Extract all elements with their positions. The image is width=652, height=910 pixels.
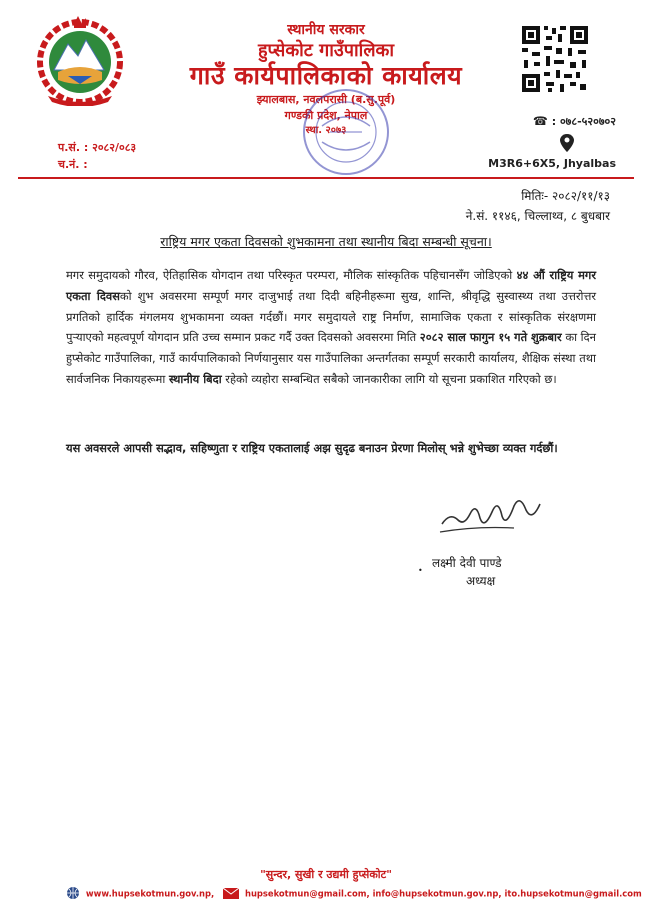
body-text-4: रहेको व्यहोरा सम्बन्धित सबैको जानकारीका लागि यो सूचना प्रकाशित गरिएको छ। [221, 371, 557, 386]
municipality-name: हुप्सेकोट गाउँपालिका [257, 40, 395, 61]
map-pin-icon [560, 134, 574, 152]
office-address: झ्यालबास, नवलपरासी (ब.सु.पूर्व) [256, 93, 396, 106]
plus-code: M3R6+6X5, Jhyalbas [488, 157, 616, 170]
separator-dot: • [418, 566, 423, 575]
header-line-1: स्थानीय सरकार [287, 22, 365, 38]
email-link-1[interactable]: hupsekotmun@gmail.com, [245, 888, 370, 899]
official-stamp [300, 86, 392, 178]
phone-number: : ०७८-५२०७०२ [551, 115, 616, 128]
province-name: गण्डकी प्रदेश, नेपाल [284, 109, 368, 122]
signatory-title: अध्यक्ष [466, 574, 496, 588]
patra-sankhya: प.सं. : २०८२/०८३ [58, 141, 137, 154]
notice-subject: राष्ट्रिय मगर एकता दिवसको शुभकामना तथा स्थानीय बिदा सम्बन्धी सूचना। [160, 234, 492, 249]
body-bold-1: ४४ औं राष्ट्रिय मगर एकता दिवस [66, 268, 596, 303]
footer-contacts [66, 886, 646, 902]
mail-icon [223, 888, 239, 901]
website-link[interactable]: www.hupsekotmun.gov.np, [85, 888, 215, 899]
body-text-3: का दिन हुप्सेकोट गाउँपालिका, गाउँ कार्यपालिकाको निर्णयानुसार यस गाउँपालिका अन्तर्गतका सम्पूर्ण सरकारी कार्यालय, शैक्षिक संस्था तथा सार्वजनिक निकायहरूमा [66, 330, 596, 386]
notice-body [66, 265, 596, 390]
chalani-number: च.नं. : [58, 158, 88, 171]
motto: "सुन्दर, सुखी र उद्यमी हुप्सेकोट" [260, 868, 392, 881]
handwritten-signature [436, 488, 556, 540]
telephone-icon: ☎ [532, 114, 548, 128]
header-divider [18, 177, 634, 179]
office-name: गाउँ कार्यपालिकाको कार्यालय [189, 61, 463, 90]
body-paragraph [66, 265, 596, 390]
body-bold-2: २०८२ साल फागुन १५ गते शुक्रबार [419, 330, 562, 345]
globe-icon [66, 886, 80, 902]
body-text-2: को शुभ अवसरमा सम्पूर्ण मगर दाजुभाई तथा दिदी बहिनीहरूमा सुख, शान्ति, श्रीवृद्धि सुस्वास्थ्य तथा उत्तरोत्तर प्रगतिको हार्दिक मंगलमय शुभकामना व्यक्त गर्दछौं। मगर समुदायले राष्ट्र निर्माण, सामाजिक एकता र सांस्कृतिक संरक्षणमा पुर्‍याएको महत्वपूर्ण योगदान प्रति उच्च सम्मान प्रकट गर्दै उक्त दिवसको अवसरमा मिति [66, 288, 596, 345]
established-year: स्था. २०७३ [305, 125, 347, 136]
email-link-2[interactable]: info@hupsekotmun.gov.np, [372, 888, 502, 899]
signatory-name: लक्ष्मी देवी पाण्डे [432, 556, 502, 570]
email-link-3[interactable]: ito.hupsekotmun@gmail.com [504, 888, 642, 899]
date-nepal-sambat: ने.सं. ११४६, चिल्लाथ्व, ८ बुधबार [465, 209, 610, 223]
date-bs: मितिः- २०८२/११/१३ [521, 189, 610, 203]
body-text-1: मगर समुदायको गौरव, ऐतिहासिक योगदान तथा परिस्कृत परम्परा, मौलिक सांस्कृतिक पहिचानसँग जोडिएको [66, 268, 517, 282]
body-bold-3: स्थानीय बिदा [168, 371, 222, 386]
phone-contact [533, 114, 616, 129]
closing-wishes: यस अवसरले आपसी सद्भाव, सहिष्णुता र राष्ट्रिय एकतालाई अझ सुदृढ बनाउन प्रेरणा मिलोस् भन्ने शुभेच्छा व्यक्त गर्दछौं। [66, 441, 558, 455]
